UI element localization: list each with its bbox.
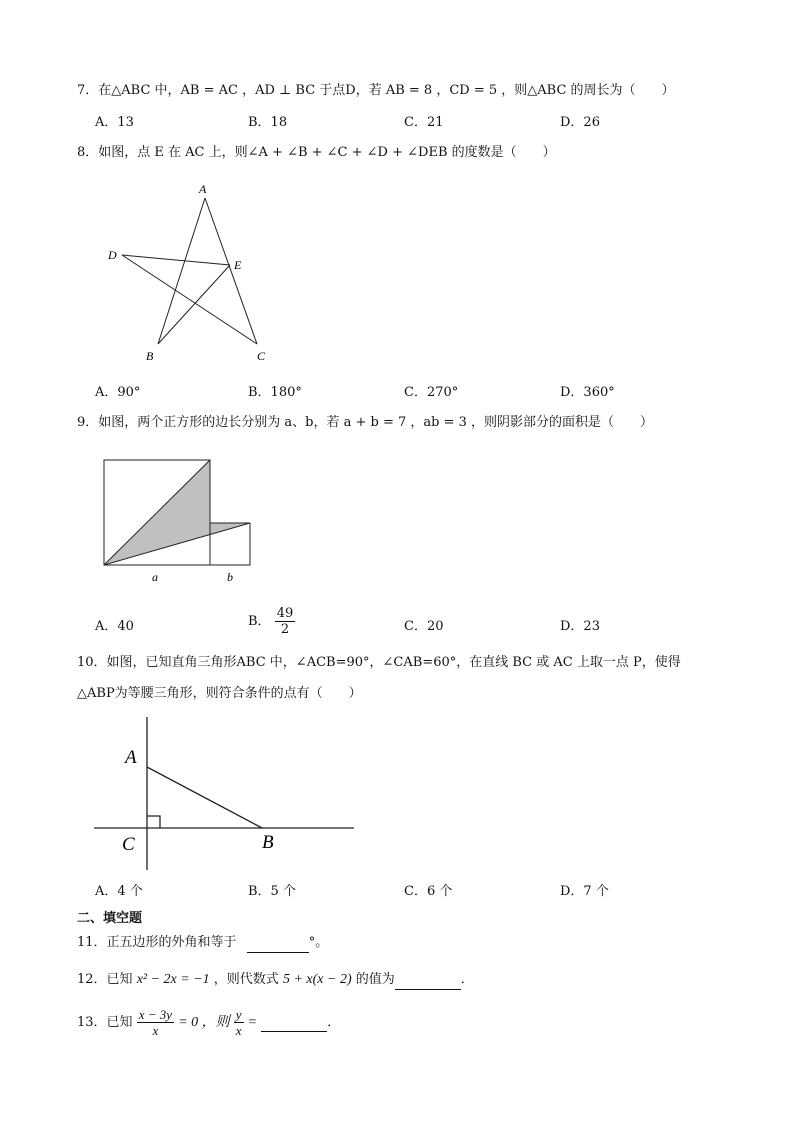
- q7-option-c: C．21: [404, 115, 444, 130]
- segment-ab: [158, 198, 205, 344]
- q9-option-b-fraction: [275, 606, 296, 637]
- question-11: [77, 934, 328, 953]
- section-heading: 二、填空题: [77, 911, 143, 926]
- q8-option-b: B．180°: [248, 385, 302, 400]
- q8-option-a: A．90°: [95, 385, 141, 400]
- q11-prefix: 11．正五边形的外角和等于: [77, 935, 237, 950]
- fraction-numerator: y: [235, 1007, 242, 1022]
- q12-end: ．: [460, 972, 474, 987]
- question-10-text-line2: △ABP为等腰三角形，则符合条件的点有（ ）: [77, 686, 362, 701]
- fraction-numerator: 49: [276, 606, 294, 621]
- q12-middle: ，则代数式: [213, 972, 279, 987]
- fraction-denominator: 2: [280, 622, 290, 637]
- q11-answer-blank[interactable]: [247, 934, 309, 953]
- question-13: [77, 1006, 340, 1040]
- label-a: A: [125, 747, 137, 768]
- segment-ac: [205, 198, 257, 344]
- q13-fraction-1: [137, 1007, 174, 1038]
- label-c: C: [257, 349, 266, 363]
- q9-option-c: C．20: [404, 619, 444, 634]
- fraction-denominator: x: [152, 1023, 159, 1038]
- q10-triangle-figure: [90, 712, 360, 877]
- segment-be: [158, 265, 230, 344]
- q12-expression: 5 + x(x − 2): [282, 972, 352, 987]
- q13-answer-blank[interactable]: [261, 1015, 327, 1032]
- label-e: E: [234, 258, 242, 272]
- q8-option-d: D．360°: [560, 385, 615, 400]
- segment-de: [122, 255, 230, 265]
- q10-option-c: C．6 个: [404, 884, 453, 899]
- right-angle-mark: [147, 816, 160, 828]
- fraction-denominator: x: [235, 1023, 242, 1038]
- question-9-text: 9．如图，两个正方形的边长分别为 a、b，若 a + b = 7 ，ab = 3 ，则阴影部分的面积是（ ）: [77, 415, 654, 430]
- q12-suffix: 的值为: [355, 972, 395, 987]
- label-b: B: [262, 832, 274, 853]
- q9-option-d: D．23: [560, 619, 600, 634]
- q9-option-b-label: B．: [248, 614, 271, 629]
- q7-option-d: D．26: [560, 115, 600, 130]
- q9-squares-figure: [100, 455, 260, 590]
- q12-prefix: 12．已知: [77, 972, 133, 987]
- label-d: D: [108, 248, 117, 262]
- q13-prefix: 13．已知: [77, 1015, 133, 1030]
- q13-fraction-2: [234, 1007, 244, 1038]
- label-a: A: [199, 182, 207, 196]
- q7-option-a: A．13: [95, 115, 134, 130]
- label-c: C: [122, 834, 135, 855]
- label-side-a: a: [152, 570, 158, 584]
- q8-option-c: C．270°: [404, 385, 459, 400]
- label-side-b: b: [227, 570, 233, 584]
- question-12: [77, 971, 474, 990]
- q10-option-b: B．5 个: [248, 884, 296, 899]
- q12-answer-blank[interactable]: [395, 971, 461, 990]
- question-10-text-line1: 10．如图，已知直角三角形ABC 中，∠ACB=90°，∠CAB=60°，在直线 BC 或 AC 上取一点 P，使得: [77, 655, 681, 670]
- q13-equals-zero: = 0 ，则: [178, 1015, 230, 1030]
- q10-option-a: A．4 个: [95, 884, 143, 899]
- q7-option-b: B．18: [248, 115, 288, 130]
- q12-equation: x² − 2x = −1: [136, 972, 210, 987]
- q13-end: ．: [327, 1015, 341, 1030]
- fraction-numerator: x − 3y: [138, 1007, 172, 1022]
- question-7-text: 7．在△ABC 中，AB = AC ，AD ⊥ BC 于点D，若 AB = 8 ，CD = 5 ，则△ABC 的周长为（ ）: [77, 83, 675, 98]
- q9-option-b: [248, 606, 295, 637]
- q11-suffix: °。: [308, 935, 329, 950]
- q13-equals: =: [247, 1015, 258, 1030]
- label-b: B: [146, 349, 154, 363]
- segment-ab: [147, 767, 262, 828]
- shaded-region: [104, 460, 250, 565]
- question-8-text: 8．如图，点 E 在 AC 上，则∠A + ∠B + ∠C + ∠D + ∠DEB 的度数是（ ）: [77, 145, 556, 160]
- q9-option-a: A．40: [95, 619, 134, 634]
- q10-option-d: D．7 个: [560, 884, 609, 899]
- q8-star-figure: [100, 178, 280, 373]
